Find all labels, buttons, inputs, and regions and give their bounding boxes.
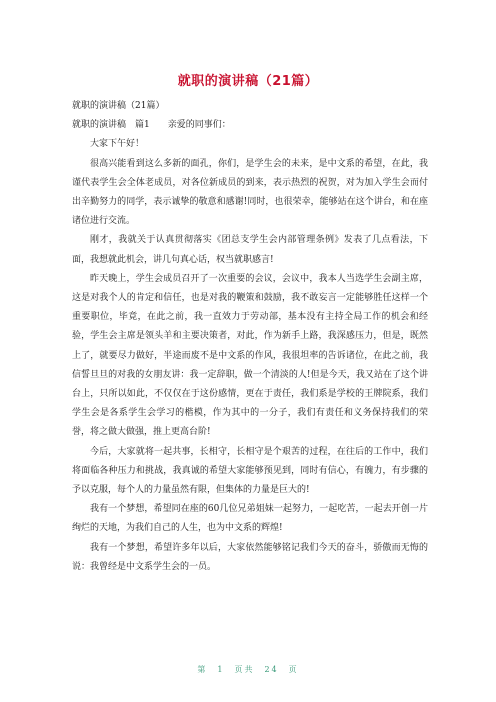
- page-number: 第 1 页共 24 页: [197, 665, 299, 674]
- paragraph: 就职的演讲稿 篇1 亲爱的同事们：: [72, 120, 231, 131]
- paragraph: 昨天晚上，学生会成员召开了一次重要的会议，会议中，我本人当选学生会副主席，这是对我个人的肯定和信任，也是对我的鞭策和鼓励，我不敢妄言一定能够胜任这样一个重要职位，毕竟，在此之前，我一直效力于劳动部，基本没有主持全局工作的机会和经验，学生会主席是领头羊和主要决策者，对此，作为新手上路，我深感压力，但是，既然上了，就要尽力做好，半途而废不是中文系的作风，我很坦率的告诉诸位，在此之前，我信誓旦旦的对我的女朋友讲：我一定辞职，做一个清淡的人!但是今天，我又站在了这个讲台上，只所以如此，不仅仅在于这份感情，更在于责任，我们系是学校的王牌院系，我们学生会是各系学生会学习的楷模，作为其中的一分子，我们有责任和义务保持我们的荣誉，将之做大做强，推上更高台阶!: [72, 273, 428, 438]
- paragraph: 我有一个梦想，希望同在座的60几位兄弟姐妹一起努力，一起吃苦，一起去开创一片绚烂的天地，为我们自己的人生，也为中文系的辉煌!: [72, 504, 428, 534]
- paragraph: 就职的演讲稿（21篇）: [72, 101, 165, 111]
- paragraph: 大家下午好！: [90, 139, 145, 150]
- paragraph: 刚才，我就关于认真贯彻落实《团总支学生会内部管理条例》发表了几点看法，下面，我想就此机会，讲几句真心话，权当就职感言!: [72, 235, 428, 265]
- document-title: 就职的演讲稿（21篇）: [177, 74, 319, 89]
- document-body: [72, 97, 428, 577]
- paragraph: 我有一个梦想，希望许多年以后，大家依然能够铭记我们今天的奋斗，骄傲而无悔的说：我曾经是中文系学生会的一员。: [72, 542, 428, 572]
- paragraph: 很高兴能看到这么多新的面孔，你们，是学生会的未来，是中文系的希望，在此，我谨代表学生会全体老成员，对各位新成员的到来，表示热烈的祝贺，对为加入学生会而付出辛勤努力的同学，表示诚挚的敬意和感谢!同时，也很荣幸，能够站在这个讲台，和在座诸位进行交流。: [72, 158, 428, 227]
- paragraph: 今后，大家就将一起共事，长相守，长相守是个艰苦的过程，在往后的工作中，我们将面临各种压力和挑战，我真诚的希望大家能够预见到，同时有信心，有魄力，有步骤的予以克服，每个人的力量虽然有限，但集体的力量是巨大的!: [72, 446, 428, 496]
